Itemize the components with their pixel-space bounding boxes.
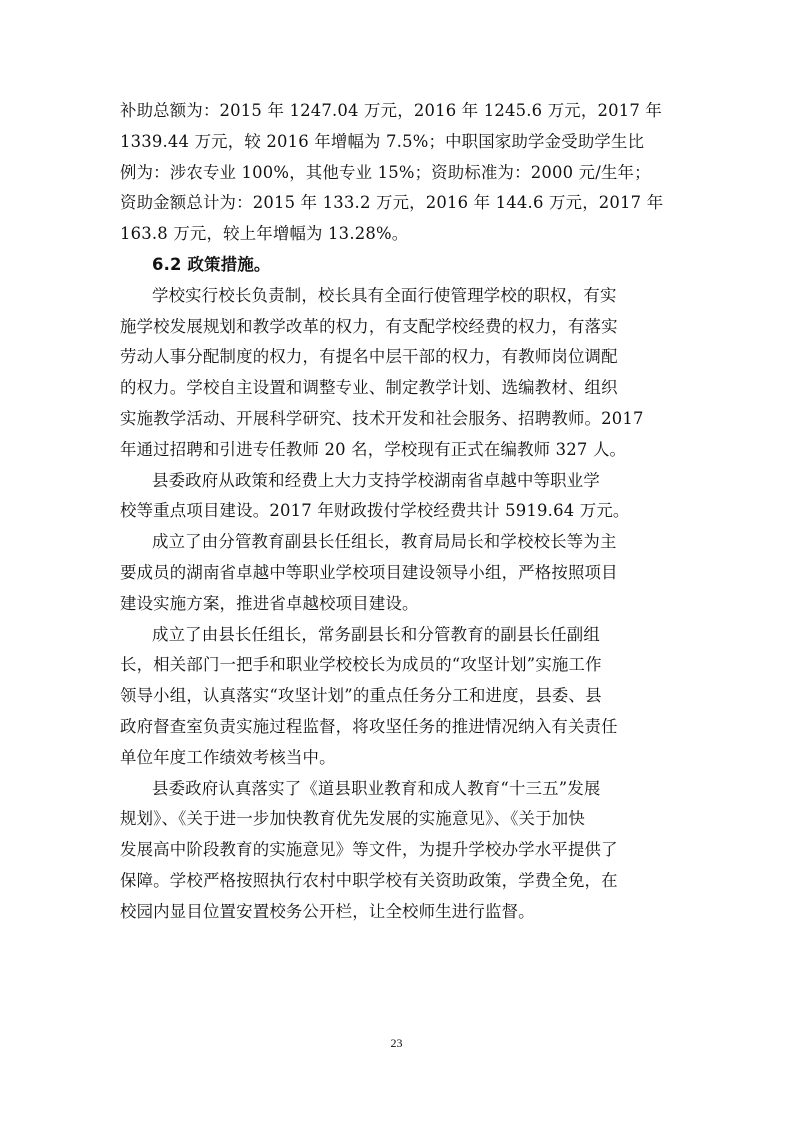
text-line: 163.8 万元，较上年增幅为 13.28%。 <box>120 224 409 244</box>
text-line: 县委政府从政策和经费上大力支持学校湖南省卓越中等职业学 <box>152 470 600 490</box>
text-line: 施学校发展规划和教学改革的权力，有支配学校经费的权力，有落实 <box>120 316 618 336</box>
paragraph-project-leadership <box>120 527 676 619</box>
text-line: 成立了由县长任组长，常务副县长和分管教育的副县长任副组 <box>152 624 600 644</box>
text-line: 1339.44 万元，较 2016 年增幅为 7.5%；中职国家助学金受助学生比 <box>120 131 645 151</box>
text-line: 实施教学活动、开展科学研究、技术开发和社会服务、招聘教师。2017 <box>120 408 644 428</box>
text-line: 长，相关部门一把手和职业学校校长为成员的“攻坚计划”实施工作 <box>120 655 602 675</box>
text-line: 学校实行校长负责制，校长具有全面行使管理学校的职权，有实 <box>152 285 617 305</box>
text-line: 校等重点项目建设。2017 年财政拨付学校经费共计 5919.64 万元。 <box>120 501 630 521</box>
text-line: 成立了由分管教育副县长任组长，教育局局长和学校校长等为主 <box>152 532 617 552</box>
text-line: 领导小组，认真落实“攻坚计划”的重点任务分工和进度，县委、县 <box>120 686 602 706</box>
text-line: 要成员的湖南省卓越中等职业学校项目建设领导小组，严格按照项目 <box>120 562 618 582</box>
paragraph-tackling-plan <box>120 620 676 774</box>
text-line: 规划》、《关于进一步加快教育优先发展的实施意见》、《关于加快 <box>120 809 585 829</box>
text-line: 保障。学校严格按照执行农村中职学校有关资助政策，学费全免，在 <box>120 870 618 890</box>
paragraph-government-support <box>120 466 676 528</box>
text-line: 补助总额为：2015 年 1247.04 万元，2016 年 1245.6 万元，2017 年 <box>120 101 662 120</box>
text-line: 校园内显目位置安置校务公开栏，让全校师生进行监督。 <box>120 901 535 921</box>
text-line: 资助金额总计为：2015 年 133.2 万元，2016 年 144.6 万元，2017 年 <box>120 193 664 213</box>
paragraph-policy-implementation <box>120 774 676 928</box>
section-heading: 6.2 政策措施。 <box>152 254 271 274</box>
text-line: 发展高中阶段教育的实施意见》等文件，为提升学校办学水平提供了 <box>120 840 618 860</box>
text-line: 的权力。学校自主设置和调整专业、制定教学计划、选编教材、组织 <box>120 378 618 398</box>
text-line: 劳动人事分配制度的权力，有提名中层干部的权力，有教师岗位调配 <box>120 347 618 367</box>
document-body <box>120 96 676 928</box>
text-line: 例为：涉农专业 100%，其他专业 15%；资助标准为：2000 元/生年； <box>120 162 651 182</box>
text-line: 单位年度工作绩效考核当中。 <box>120 747 336 767</box>
text-line: 年通过招聘和引进专任教师 20 名，学校现有正式在编教师 327 人。 <box>120 439 627 459</box>
continuation-paragraph <box>120 96 676 250</box>
text-line: 建设实施方案，推进省卓越校项目建设。 <box>120 593 419 613</box>
page-number: 23 <box>390 1036 403 1050</box>
text-line: 县委政府认真落实了《道县职业教育和成人教育“十三五”发展 <box>152 778 601 798</box>
paragraph-school-governance <box>120 281 676 466</box>
text-line: 政府督查室负责实施过程监督，将攻坚任务的推进情况纳入有关责任 <box>120 716 618 736</box>
